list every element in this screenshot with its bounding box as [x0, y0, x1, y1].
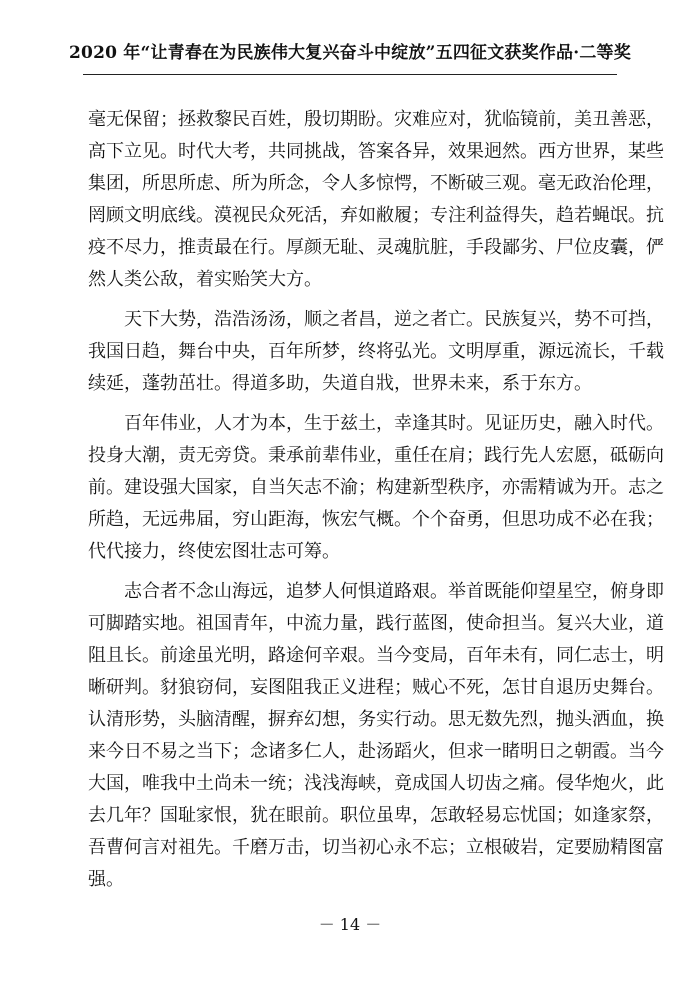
text-line: 吾曹何言对祖先。千磨万击，切当初心永不忘；立根破岩，定要励精图富: [88, 837, 664, 858]
text-line: 然人类公敌，着实贻笑大方。: [88, 269, 322, 290]
text-line: 罔顾文明底线。漠视民众死活，弃如敝履；专注利益得失，趋若蝇氓。抗: [88, 205, 664, 226]
paragraph-4: [88, 576, 664, 896]
text-line: 大国，唯我中土尚未一统；浅浅海峡，竟成国人切齿之痛。侵华炮火，此: [88, 773, 664, 794]
text-line: 去几年？国耻家恨，犹在眼前。职位虽卑，怎敢轻易忘忧国；如逢家祭，: [88, 805, 664, 826]
text-line: 阻且长。前途虽光明，路途何辛艰。当今变局，百年未有，同仁志士，明: [88, 645, 664, 666]
text-line: 百年伟业，人才为本，生于兹土，幸逢其时。见证历史，融入时代。: [124, 413, 664, 434]
text-line: 强。: [88, 869, 124, 890]
text-line: 疫不尽力，推责最在行。厚颜无耻、灵魂肮脏，手段鄙劣、尸位皮囊，俨: [88, 237, 664, 258]
paragraph-3: [88, 408, 664, 568]
page-number: － 14 －: [318, 915, 382, 934]
text-line: 我国日趋，舞台中央，百年所梦，终将弘光。文明厚重，源远流长，千载: [88, 341, 664, 362]
text-line: 认清形势，头脑清醒，摒弃幻想，务实行动。思无数先烈，抛头洒血，换: [88, 709, 664, 730]
text-line: 志合者不念山海远，追梦人何惧道路艰。举首既能仰望星空，俯身即: [124, 581, 664, 602]
text-line: 晰研判。豺狼窃伺，妄图阻我正义进程；贼心不死，怎甘自退历史舞台。: [88, 677, 664, 698]
page-header-title: 2020 年“让青春在为民族伟大复兴奋斗中绽放”五四征文获奖作品·二等奖: [69, 43, 631, 63]
text-line: 毫无保留；拯救黎民百姓，殷切期盼。灾难应对，犹临镜前，美丑善恶，: [88, 109, 664, 130]
text-line: 天下大势，浩浩汤汤，顺之者昌，逆之者亡。民族复兴，势不可挡，: [124, 309, 664, 330]
text-line: 所趋，无远弗届，穷山距海，恢宏气概。个个奋勇，但思功成不必在我；: [88, 509, 664, 530]
essay-body: [88, 104, 664, 904]
text-line: 投身大潮，责无旁贷。秉承前辈伟业，重任在肩；践行先人宏愿，砥砺向: [88, 445, 664, 466]
text-line: 前。建设强大国家，自当矢志不渝；构建新型秩序，亦需精诚为开。志之: [88, 477, 664, 498]
text-line: 来今日不易之当下；念诸多仁人，赴汤蹈火，但求一睹明日之朝霞。当今: [88, 741, 664, 762]
header-divider: [83, 74, 617, 75]
paragraph-2: [88, 304, 664, 400]
text-line: 可脚踏实地。祖国青年，中流力量，践行蓝图，使命担当。复兴大业，道: [88, 613, 664, 634]
text-line: 高下立见。时代大考，共同挑战，答案各异，效果迥然。西方世界，某些: [88, 141, 664, 162]
text-line: 代代接力，终使宏图壮志可筹。: [88, 541, 340, 562]
text-line: 续延，蓬勃茁壮。得道多助，失道自戕，世界未来，系于东方。: [88, 373, 592, 394]
paragraph-1: [88, 104, 664, 296]
text-line: 集团，所思所虑、所为所念，令人多惊愕，不断破三观。毫无政治伦理，: [88, 173, 664, 194]
